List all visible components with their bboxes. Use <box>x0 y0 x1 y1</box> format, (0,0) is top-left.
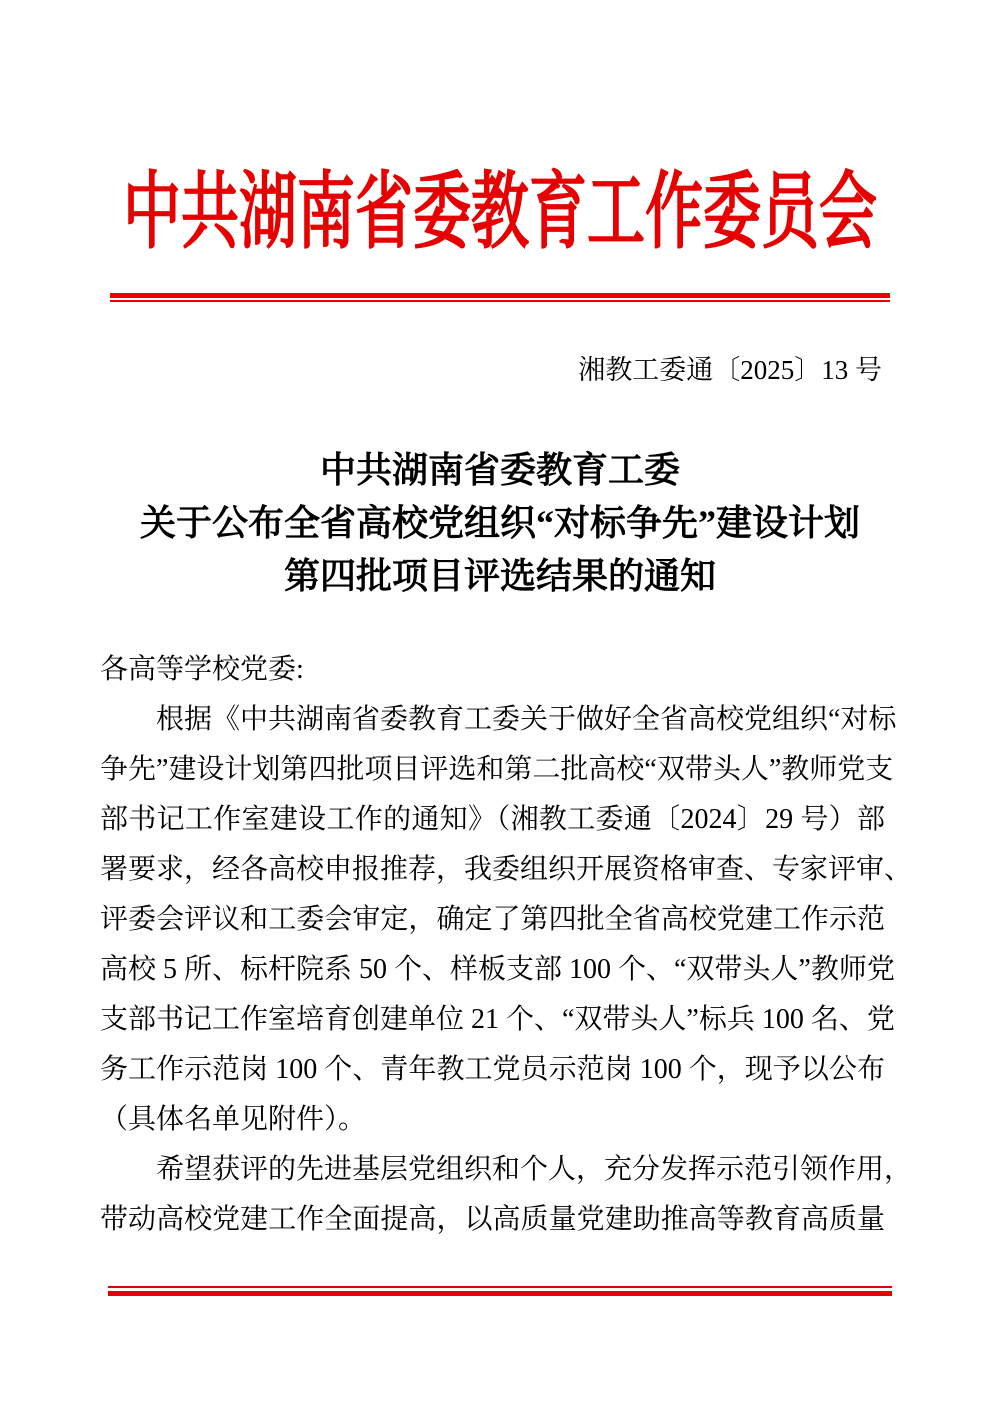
document-title <box>0 444 1000 603</box>
body-line: 争先”建设计划第四批项目评选和第二批高校“双带头人”教师党支 <box>100 754 894 785</box>
body-line: 支部书记工作室培育创建单位 21 个、“双带头人”标兵 100 名、党 <box>100 1004 895 1035</box>
body-line: 高校 5 所、标杆院系 50 个、样板支部 100 个、“双带头人”教师党 <box>100 954 895 985</box>
body-line: （具体名单见附件）。 <box>100 1104 367 1135</box>
body-line: 部书记工作室建设工作的通知》（湘教工委通〔2024〕29 号）部 <box>100 804 885 835</box>
salutation: 各高等学校党委: <box>100 654 304 685</box>
body-line: 务工作示范岗 100 个、青年教工党员示范岗 100 个，现予以公布 <box>100 1054 885 1085</box>
body-text <box>100 645 913 1245</box>
footer-double-rule <box>108 1286 892 1296</box>
title-line-3: 第四批项目评选结果的通知 <box>283 556 716 596</box>
header-rule-thin <box>110 300 890 302</box>
body-line: 希望获评的先进基层党组织和个人，充分发挥示范引领作用， <box>156 1154 913 1185</box>
body-line: 评委会评议和工委会审定，确定了第四批全省高校党建工作示范 <box>100 904 885 935</box>
title-line-2: 关于公布全省高校党组织“对标争先”建设计划 <box>139 503 860 543</box>
masthead-org-name: 中共湖南省委教育工作委员会 <box>122 165 877 260</box>
header-double-rule <box>110 293 890 302</box>
title-line-1: 中共湖南省委教育工委 <box>319 450 680 490</box>
document-number: 湘教工委通〔2025〕13 号 <box>578 355 882 385</box>
body-line: 署要求，经各高校申报推荐，我委组织开展资格审查、专家评审、 <box>100 854 913 885</box>
body-line: 根据《中共湖南省委教育工委关于做好全省高校党组织“对标 <box>156 704 897 735</box>
body-line: 带动高校党建工作全面提高，以高质量党建助推高等教育高质量 <box>100 1204 885 1235</box>
footer-rule-thick <box>108 1291 892 1296</box>
